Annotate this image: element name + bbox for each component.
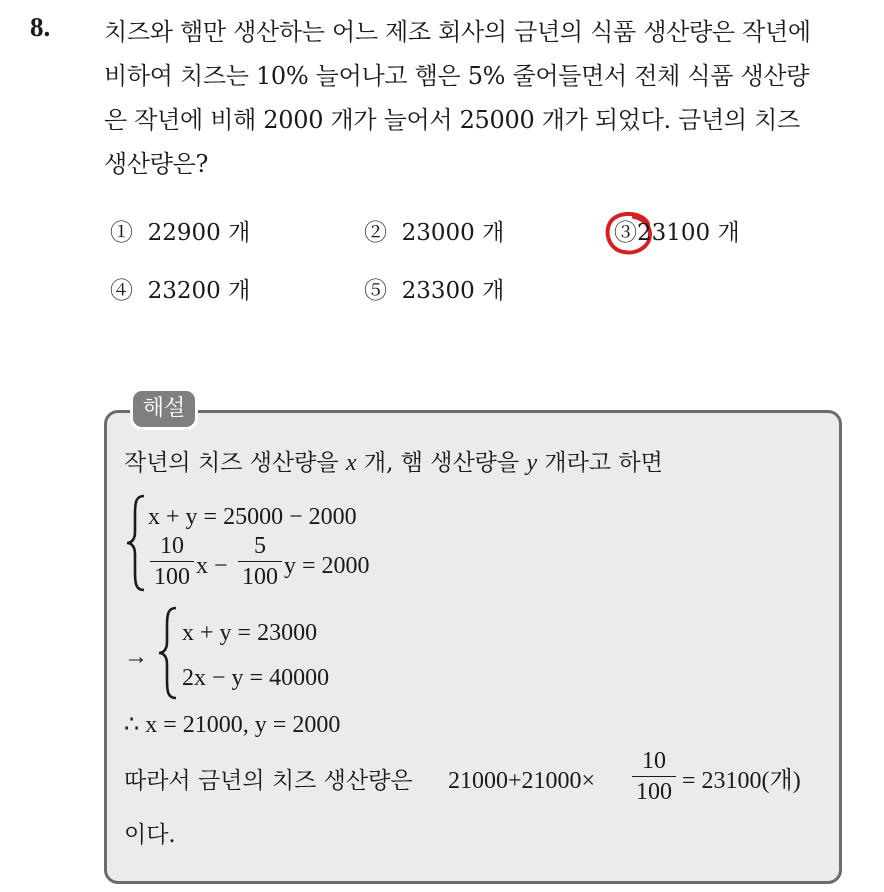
fraction (150, 533, 194, 590)
var-y: y (526, 450, 538, 476)
fraction (238, 533, 282, 590)
choice-3[interactable] (614, 218, 740, 248)
system2-eq2: 2x − y = 40000 (182, 665, 330, 691)
arrow: → (124, 644, 148, 670)
choice-marker: ① (110, 220, 133, 246)
fraction-numerator: 10 (160, 533, 184, 559)
question-text (104, 10, 864, 186)
fraction (632, 748, 676, 805)
system1-eq1: x + y = 25000 − 2000 (148, 504, 357, 530)
var-x: x (345, 450, 357, 476)
intro-text: 작년의 치즈 생산량을 (124, 450, 339, 476)
fraction-denominator: 100 (242, 564, 278, 590)
therefore-line: ∴ x = 21000, y = 2000 (124, 712, 341, 738)
fraction-numerator: 10 (642, 748, 666, 774)
choice-text: 22900 개 (147, 220, 251, 246)
choice-4[interactable] (110, 276, 250, 306)
intro-text: 개, 햄 생산량을 (363, 450, 520, 476)
final-ending: 이다. (124, 822, 176, 848)
system1-tail: y = 2000 (284, 553, 370, 579)
choice-text: 23300 개 (401, 278, 505, 304)
left-brace-icon (156, 606, 180, 700)
solution-tag: 해설 (130, 388, 198, 430)
choice-marker: ② (364, 220, 387, 246)
choice-marker: ④ (110, 278, 133, 304)
question-line: 치즈와 햄만 생산하는 어느 제조 회사의 금년의 식품 생산량은 작년에 (104, 18, 811, 46)
left-brace-icon (124, 494, 148, 592)
fraction-denominator: 100 (154, 564, 190, 590)
intro-text: 개라고 하면 (544, 450, 663, 476)
choice-1[interactable] (110, 218, 250, 248)
final-text: 따라서 금년의 치즈 생산량은 (124, 768, 413, 794)
fraction-denominator: 100 (636, 779, 672, 805)
final-expression: 21000+21000× (448, 768, 596, 794)
solution-intro (124, 448, 663, 478)
choice-text: 23200 개 (147, 278, 251, 304)
choice-marker: ⑤ (364, 278, 387, 304)
fraction-numerator: 5 (254, 533, 266, 559)
final-result: = 23100(개) (682, 768, 801, 794)
question-line: 비하여 치즈는 10% 늘어나고 햄은 5% 줄어들면서 전체 식품 생산량 (104, 62, 810, 90)
system2-eq1: x + y = 23000 (182, 620, 318, 646)
choice-2[interactable] (364, 218, 504, 248)
question-number: 8. (30, 12, 51, 42)
question-line: 생산량은? (104, 150, 209, 178)
system1-mid: x − (196, 553, 228, 579)
choice-text: 23100 개 (637, 220, 740, 246)
choice-5[interactable] (364, 276, 504, 306)
choice-text: 23000 개 (401, 220, 505, 246)
question-line: 은 작년에 비해 2000 개가 늘어서 25000 개가 되었다. 금년의 치즈 (104, 106, 800, 134)
choice-marker: ③ (614, 220, 637, 246)
